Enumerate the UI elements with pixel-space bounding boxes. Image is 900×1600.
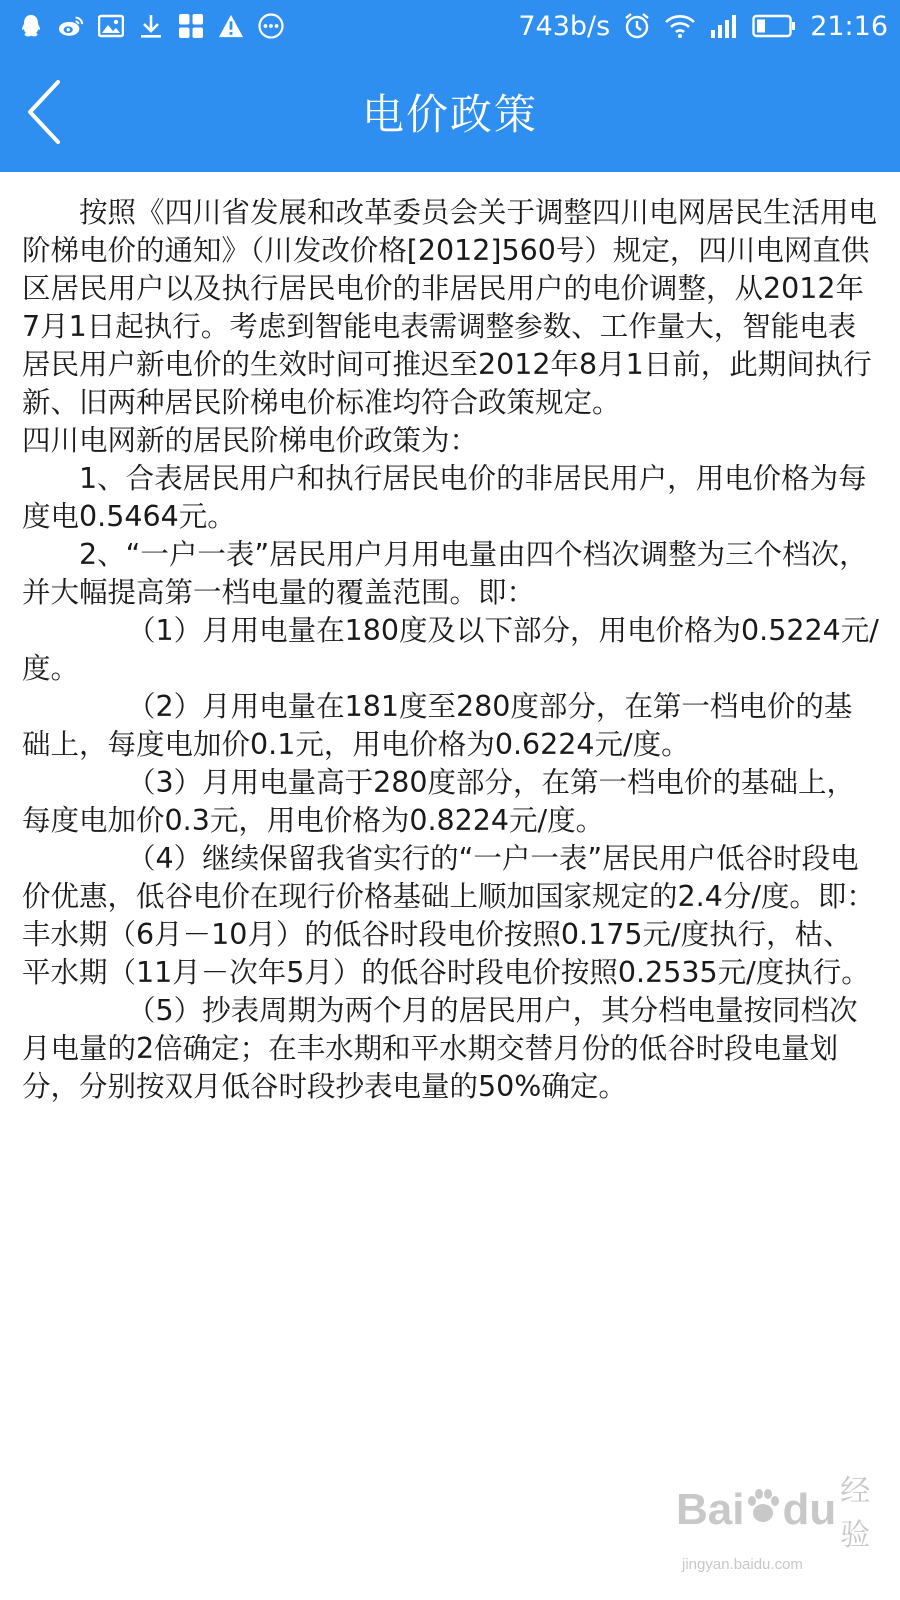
- paragraph-subitem-5: （5）抄表周期为两个月的居民用户，其分档电量按同档次月电量的2倍确定；在丰水期和平水期交替月份的低谷时段电量划分，分别按双月低谷时段抄表电量的50%确定。: [22, 994, 858, 1103]
- app-grid-icon: [178, 13, 204, 39]
- notification-icons: [18, 13, 284, 39]
- system-status: [518, 11, 888, 42]
- weibo-icon: [58, 13, 84, 39]
- more-icon: [258, 13, 284, 39]
- download-icon: [138, 13, 164, 39]
- chevron-left-icon: [24, 78, 64, 150]
- watermark-logo-cn: 经验: [840, 1475, 871, 1552]
- paragraph-item-1: 1、合表居民用户和执行居民电价的非居民用户，用电价格为每度电0.5464元。: [22, 462, 867, 533]
- paragraph-subitem-1: （1）月用电量在180度及以下部分，用电价格为0.5224元/度。: [22, 614, 879, 685]
- paragraph-subitem-3: （3）月用电量高于280度部分，在第一档电价的基础上，每度电加价0.3元，用电价格为0.8224元/度。: [22, 766, 856, 837]
- article-body: [22, 194, 880, 1106]
- paragraph-item-2: 2、“一户一表”居民用户月用电量由四个档次调整为三个档次，并大幅提高第一档电量的覆盖范围。即：: [22, 538, 868, 609]
- page-title: 电价政策: [361, 90, 538, 139]
- paragraph-subitem-2: （2）月用电量在181度至280度部分，在第一档电价的基础上，每度电加价0.1元，用电价格为0.6224元/度。: [22, 690, 853, 761]
- alarm-icon: [624, 12, 650, 40]
- battery-icon: [752, 14, 796, 38]
- warning-icon: [218, 13, 244, 39]
- top-bar: [0, 0, 900, 172]
- app-bar: [0, 52, 900, 172]
- watermark-logo-left: Bai: [676, 1485, 745, 1534]
- watermark-url: jingyan.baidu.com: [682, 1556, 803, 1573]
- wifi-icon: [664, 14, 696, 38]
- paragraph-policy-heading: 四川电网新的居民阶梯电价政策为：: [22, 424, 479, 457]
- paragraph-intro: 按照《四川省发展和改革委员会关于调整四川电网居民生活用电阶梯电价的通知》（川发改价格[2012]560号）规定，四川电网直供区居民用户以及执行居民电价的非居民用户的电价调整，从2012年7月1日起执行。考虑到智能电表需调整参数、工作量大，智能电表居民用户新电价的生效时间可推迟至2012年8月1日前，此期间执行新、旧两种居民阶梯电价标准均符合政策规定。: [22, 196, 878, 419]
- back-button[interactable]: [14, 76, 74, 152]
- baidu-jingyan-watermark: [676, 1466, 876, 1573]
- watermark-logo-right: du: [782, 1485, 837, 1534]
- net-speed: 743b/s: [518, 10, 611, 42]
- signal-icon: [710, 14, 738, 38]
- status-bar: [0, 0, 900, 52]
- image-icon: [98, 13, 124, 39]
- paw-icon: [746, 1485, 780, 1535]
- qq-icon: [18, 13, 44, 39]
- clock: 21:16: [810, 10, 888, 42]
- paragraph-subitem-4: （4）继续保留我省实行的“一户一表”居民用户低谷时段电价优惠，低谷电价在现行价格基础上顺加国家规定的2.4分/度。即：丰水期（6月－10月）的低谷时段电价按照0.175元/度执行，枯、平水期（11月－次年5月）的低谷时段电价按照0.2535元/度执行。: [22, 842, 875, 989]
- watermark-logo: [676, 1466, 876, 1554]
